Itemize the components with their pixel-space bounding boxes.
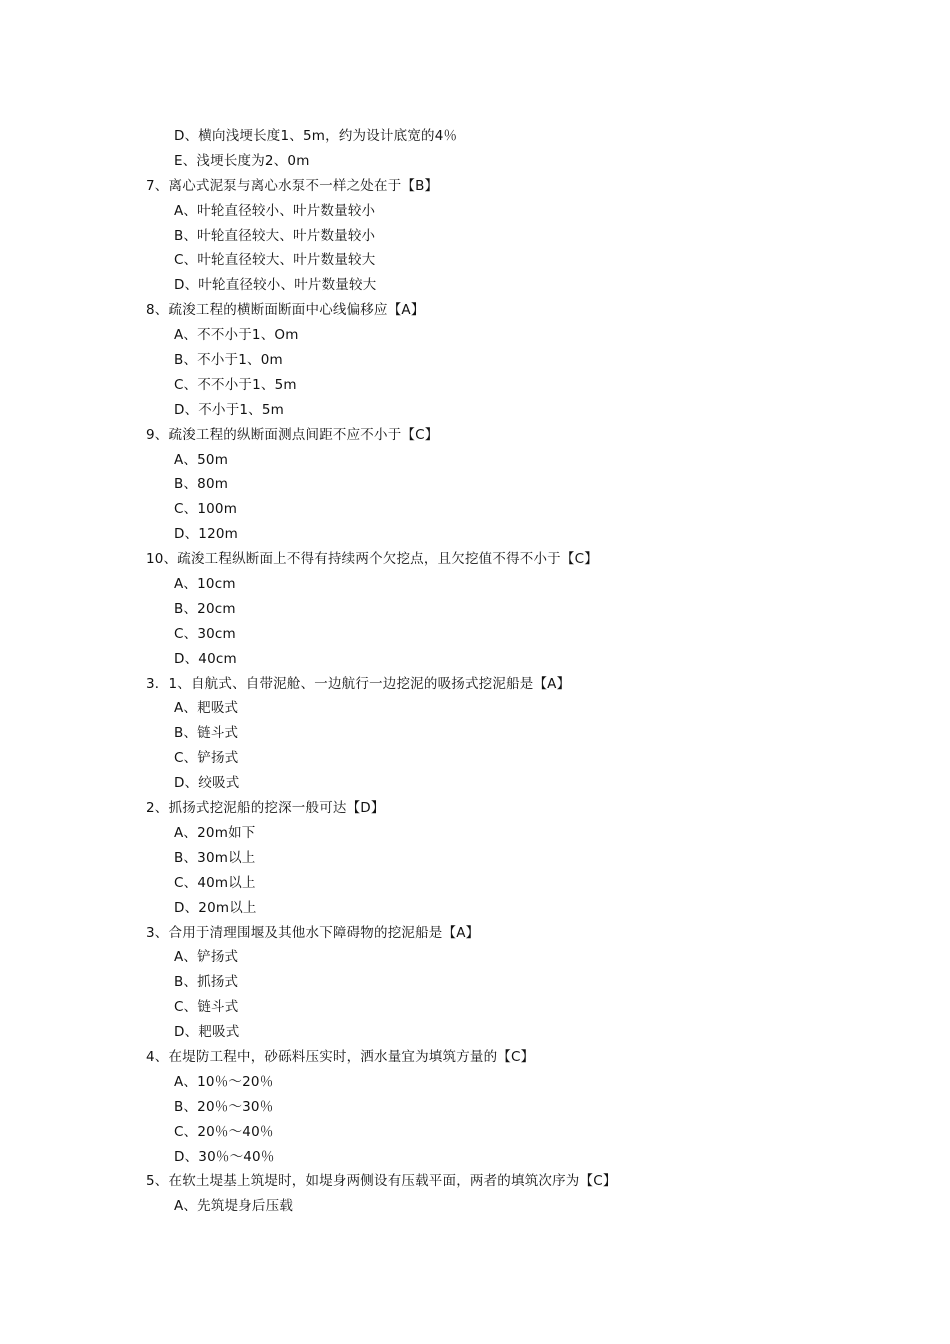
question-stem: 10、疏浚工程纵断面上不得有持续两个欠挖点，且欠挖值不得不小于【C】 (146, 551, 598, 568)
answer-option: B、80m (174, 476, 229, 493)
question-stem: 3、合用于清理围堰及其他水下障碍物的挖泥船是【A】 (146, 924, 480, 941)
answer-option: D、不小于1、5m (174, 401, 285, 418)
answer-option: C、链斗式 (174, 999, 239, 1016)
answer-option: C、20％～40％ (174, 1123, 274, 1140)
answer-option: D、20m以上 (174, 899, 257, 916)
answer-option: A、10cm (174, 576, 236, 593)
question-stem: 2、抓扬式挖泥船的挖深一般可达【D】 (146, 800, 385, 817)
answer-option: A、先筑堤身后压载 (174, 1198, 294, 1215)
answer-option: A、10％～20％ (174, 1073, 274, 1090)
answer-option: C、30cm (174, 625, 236, 642)
question-stem: 7、离心式泥泵与离心水泵不一样之处在于【B】 (146, 177, 439, 194)
answer-option: A、叶轮直径较小、叶片数量较小 (174, 202, 376, 219)
answer-option: C、铲扬式 (174, 750, 239, 767)
question-stem: 4、在堤防工程中，砂砾料压实时，洒水量宜为填筑方量的【C】 (146, 1048, 535, 1065)
answer-option: B、20％～30％ (174, 1098, 274, 1115)
answer-option: D、40cm (174, 650, 237, 667)
answer-option: D、绞吸式 (174, 775, 240, 792)
answer-option: C、40m以上 (174, 874, 256, 891)
answer-option: B、叶轮直径较大、叶片数量较小 (174, 227, 376, 244)
answer-option: B、抓扬式 (174, 974, 239, 991)
question-list (0, 124, 950, 1219)
answer-option: D、横向浅埂长度1、5m，约为设计底宽的4％ (174, 128, 458, 144)
answer-option: A、耙吸式 (174, 700, 239, 717)
question-stem: 8、疏浚工程的横断面断面中心线偏移应【A】 (146, 302, 425, 319)
answer-option: C、100m (174, 501, 238, 518)
answer-option: D、耙吸式 (174, 1024, 240, 1041)
answer-option: A、不不小于1、Om (174, 327, 299, 344)
answer-option: B、20cm (174, 600, 236, 617)
answer-option: E、浅埂长度为2、0m (174, 152, 310, 169)
answer-option: D、30％～40％ (174, 1148, 275, 1165)
answer-option: D、叶轮直径较小、叶片数量较大 (174, 277, 377, 294)
answer-option: D、120m (174, 526, 239, 543)
answer-option: A、50m (174, 451, 229, 468)
question-stem: 5、在软土堤基上筑堤时，如堤身两侧设有压载平面，两者的填筑次序为【C】 (146, 1173, 617, 1190)
answer-option: A、铲扬式 (174, 949, 239, 966)
answer-option: B、链斗式 (174, 725, 239, 742)
answer-option: C、不不小于1、5m (174, 376, 297, 393)
answer-option: B、30m以上 (174, 849, 256, 866)
answer-option: C、叶轮直径较大、叶片数量较大 (174, 252, 376, 269)
question-stem: 3．1、自航式、自带泥舱、一边航行一边挖泥的吸扬式挖泥船是【A】 (146, 675, 571, 692)
answer-option: B、不小于1、0m (174, 352, 283, 369)
question-stem: 9、疏浚工程的纵断面测点间距不应不小于【C】 (146, 426, 439, 443)
answer-option: A、20m如下 (174, 824, 256, 841)
